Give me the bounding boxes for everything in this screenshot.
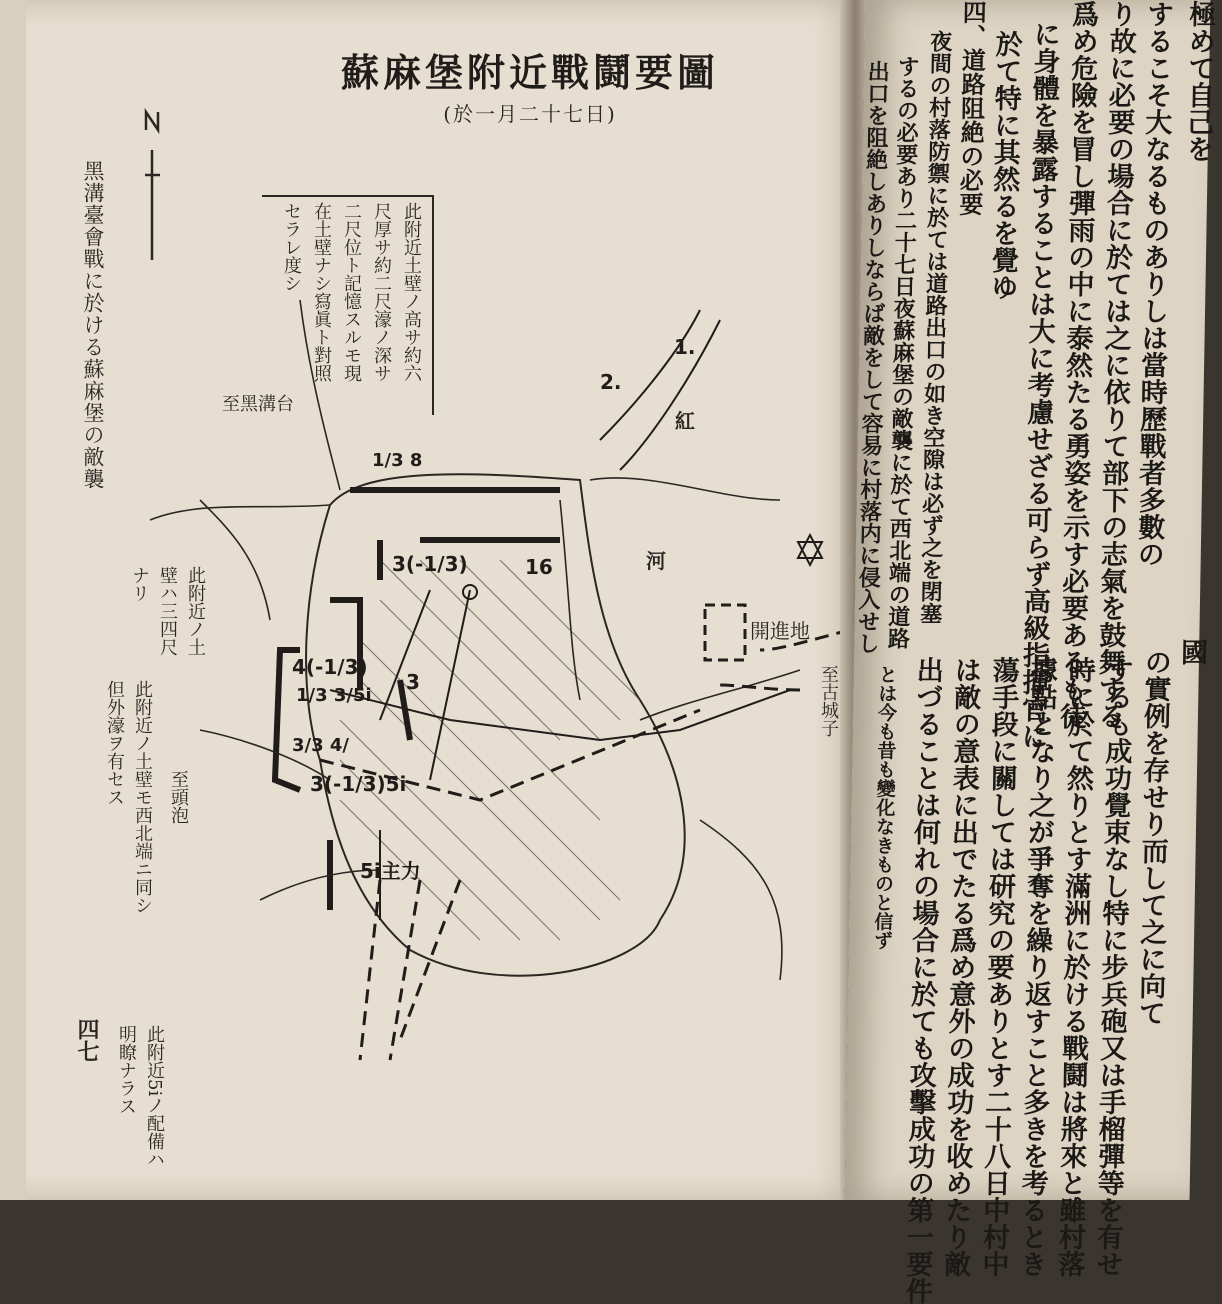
unit-label-3c: 3(-1/3)5i <box>310 772 407 796</box>
label-to-toupao: 至頭泡 <box>168 770 189 824</box>
unit-label-4: 4(-1/3) <box>292 655 368 679</box>
advance-area-box <box>705 605 745 660</box>
note-top-line: 此附近土壁ノ高サ約六 <box>401 202 422 382</box>
body-column: の實例を存せり而して之に向て <box>1133 648 1172 1026</box>
body-column: 出口を阻絶しありしならば敵をして容易に村落内に侵入せし <box>854 60 891 654</box>
body-column: 極めて自己を <box>1181 0 1216 162</box>
body-column: するも成功覺束なし特に步兵砲又は手榴彈等を有せ <box>1091 656 1134 1277</box>
unit-label-33: 1/3 3/5i <box>296 685 372 706</box>
body-column: 夜間の村落防禦に於ては道路出口の如き空隙は必ず之を閉塞 <box>916 30 953 624</box>
unit-label-1: 1. <box>674 335 696 359</box>
note-left-low-line: 此附近ノ土壁モ西北端ニ同シ <box>132 680 153 914</box>
note-left-low-list <box>100 680 156 914</box>
body-column: 於て特に其然るを覺ゆ <box>986 30 1022 300</box>
right-page <box>845 0 1216 1304</box>
body-column: 時に於て然りとす滿洲に於ける戰鬪は將來と雖村落 <box>1053 656 1096 1277</box>
note-left-mid-line: ナリ <box>129 566 150 602</box>
unit-label-38: 1/3 8 <box>372 450 423 471</box>
body-column: するの必要あり二十七日夜蘇麻堡の敵襲に於て西北端の道路 <box>884 55 921 649</box>
note-top-line: セラレ度シ <box>281 202 302 292</box>
label-river-1: 紅 <box>675 409 695 433</box>
body-column: 爲め危險を冒し彈雨の中に泰然たる勇姿を示す必要あるも徒 <box>1054 0 1099 729</box>
note-left-low-line: 但外濠ヲ有セス <box>104 680 125 806</box>
body-column: とは今も昔も變化なきものと信ず <box>870 665 898 950</box>
note-bottom-line: 此附近5iノ配備ハ <box>144 1025 165 1169</box>
label-advance-area: 開進地 <box>750 619 810 643</box>
note-top-line: 二尺位ト記憶スルモ現 <box>341 202 362 382</box>
body-column: 出づることは何れの場合に於ても攻擊成功の第一要件 <box>900 656 944 1304</box>
label-river-2: 河 <box>646 549 666 573</box>
note-top-line: 尺厚サ約二尺濠ノ深サ <box>371 202 392 382</box>
unit-label-2: 2. <box>600 370 622 394</box>
note-bottom-line: 明瞭ナラス <box>116 1025 137 1115</box>
label-to-heigoutai: 至黑溝台 <box>222 394 294 415</box>
map-subtitle: (於一月二十七日) <box>443 102 617 126</box>
star-symbol <box>798 535 822 565</box>
label-to-kojoshi: 至古城子 <box>818 665 839 737</box>
unit-label-16: 16 <box>525 555 553 579</box>
note-left-mid-line: 此附近ノ土 <box>185 566 206 656</box>
village-outline <box>306 474 685 975</box>
note-top-line: 在土壁ナシ寫眞ト對照 <box>311 202 332 382</box>
page-number: 四七 <box>74 1018 100 1062</box>
body-column: 據點となり之が爭奪を繰り返すこと多きを考るとき <box>1015 656 1058 1277</box>
note-top-list <box>276 202 426 402</box>
unit-label-3b: 3 <box>406 670 420 694</box>
unit-label-5i: 5i主力 <box>360 859 421 883</box>
unit-label-34: 3/3 4/ <box>292 735 349 756</box>
note-left-mid-line: 壁ハ三四尺 <box>157 566 178 656</box>
section-heading: 四、道路阻絶の必要 <box>954 0 988 216</box>
note-bottom-list <box>112 1025 168 1200</box>
north-arrow <box>145 112 160 260</box>
map-title: 蘇麻堡附近戰鬪要圖 <box>340 50 719 95</box>
side-running-title: 黑溝臺會戰に於ける蘇麻堡の敵襲 <box>81 160 105 490</box>
body-column: 蕩手段に關しては研究の要ありとす二十八日中村中 <box>977 656 1020 1277</box>
body-column: に身體を暴露することは大に考慮せざる可らず高級指揮官に <box>1016 20 1061 749</box>
body-column: は敵の意表に出でたる爲め意外の成功を收めたり敵 <box>939 656 982 1277</box>
body-column: 國 <box>1175 638 1208 665</box>
body-column: するこそ大なるものありしは當時歷戰者多數の <box>1132 0 1174 567</box>
body-column: り故に必要の場合に於ては之に依りて部下の志氣を鼓舞する <box>1092 0 1137 729</box>
unit-label-3a: 3(-1/3) <box>392 552 468 576</box>
